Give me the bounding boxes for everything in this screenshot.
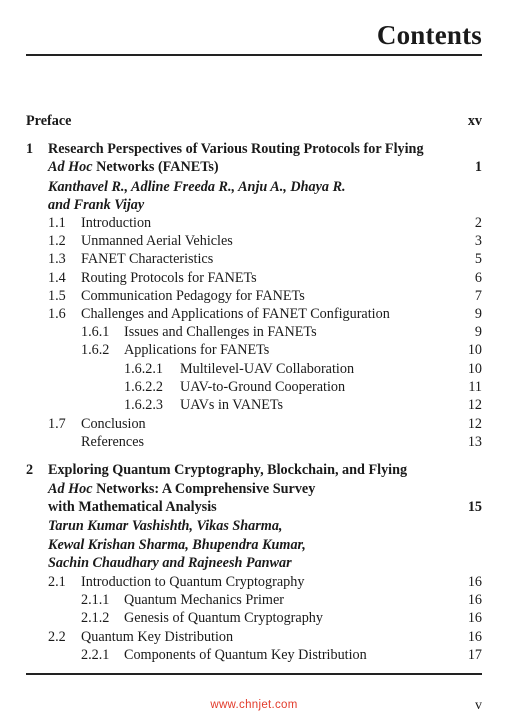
chapter-authors: Kanthavel R., Adline Freeda R., Anju A., Dhaya R. (48, 179, 346, 195)
chapter-title-cont (48, 480, 315, 498)
toc-page: 2 (474, 215, 482, 231)
toc-page: 16 (467, 610, 482, 626)
toc-page: 17 (467, 647, 482, 663)
toc-page: 12 (467, 397, 482, 413)
toc-page: 9 (474, 324, 482, 340)
toc-title: Issues and Challenges in FANETs (124, 324, 317, 340)
toc-number: 2.1.1 (81, 592, 110, 608)
toc-title: Components of Quantum Key Distribution (124, 647, 367, 663)
toc-page: 11 (468, 379, 482, 395)
chapter-authors: Sachin Chaudhary and Rajneesh Panwar (48, 555, 292, 571)
toc-number: 1.4 (48, 270, 66, 286)
toc-title: Unmanned Aerial Vehicles (81, 233, 233, 249)
toc-title: Introduction to Quantum Cryptography (81, 574, 305, 590)
toc-title: Multilevel-UAV Collaboration (180, 361, 355, 377)
toc-title: Quantum Mechanics Primer (124, 592, 284, 608)
toc-number: 1.7 (48, 416, 66, 432)
toc-title: Conclusion (81, 416, 146, 432)
toc-title: UAVs in VANETs (180, 397, 284, 413)
toc-number: 1.1 (48, 215, 66, 231)
toc-entry[interactable] (0, 396, 508, 414)
toc-preface[interactable] (0, 112, 508, 130)
toc-page: 7 (474, 288, 482, 304)
chapter-authors: Tarun Kumar Vashishth, Vikas Sharma, (48, 518, 283, 534)
toc-number: 2.2 (48, 629, 66, 645)
page-title: Contents (376, 20, 482, 50)
chapter-2-title-line-1[interactable] (0, 461, 508, 479)
toc-page: 3 (474, 233, 482, 249)
toc-title: Applications for FANETs (124, 342, 270, 358)
toc-entry[interactable] (0, 573, 508, 591)
chapter-authors: and Frank Vijay (48, 197, 145, 213)
toc-entry[interactable] (0, 287, 508, 305)
chapter-title-rest: Networks (FANETs) (92, 159, 219, 175)
toc-title: Preface (26, 113, 72, 129)
toc-entry[interactable] (0, 591, 508, 609)
toc-title: Communication Pedagogy for FANETs (81, 288, 305, 304)
toc-entry[interactable] (0, 433, 508, 451)
toc-number: 1.6.1 (81, 324, 110, 340)
toc-number: 1.6.2.3 (124, 397, 164, 413)
toc-entry[interactable] (0, 214, 508, 232)
toc-page: 10 (467, 361, 482, 377)
watermark-text: www.chnjet.com (210, 699, 298, 711)
chapter-title-cont (48, 158, 219, 176)
toc-page: 10 (467, 342, 482, 358)
title-rule (26, 54, 482, 56)
toc-entry[interactable] (0, 646, 508, 664)
toc-number: 2.1.2 (81, 610, 110, 626)
toc-page: 9 (474, 306, 482, 322)
chapter-2-authors-1 (0, 517, 508, 535)
toc-entry[interactable] (0, 323, 508, 341)
toc-title: Genesis of Quantum Cryptography (124, 610, 323, 626)
chapter-number: 1 (26, 141, 34, 157)
toc-number: 1.2 (48, 233, 66, 249)
chapter-2-authors-3 (0, 554, 508, 572)
page-number: v (475, 698, 482, 713)
toc-entry[interactable] (0, 341, 508, 359)
toc-entry[interactable] (0, 269, 508, 287)
chapter-number: 2 (26, 462, 34, 478)
chapter-1-authors-2 (0, 196, 508, 214)
chapter-title: Exploring Quantum Cryptography, Blockchain, and Flying (48, 462, 408, 478)
toc-entry[interactable] (0, 628, 508, 646)
chapter-title-rest: Networks: A Comprehensive Survey (92, 481, 316, 497)
chapter-authors: Kewal Krishan Sharma, Bhupendra Kumar, (48, 537, 306, 553)
toc-title: References (81, 434, 145, 450)
chapter-1-authors-1 (0, 178, 508, 196)
chapter-page: 15 (467, 499, 482, 515)
toc-entry[interactable] (0, 378, 508, 396)
toc-entry[interactable] (0, 305, 508, 323)
toc-number: 2.1 (48, 574, 66, 590)
chapter-title-italic: Ad Hoc (48, 159, 93, 175)
toc-page: 16 (467, 629, 482, 645)
toc-title: Routing Protocols for FANETs (81, 270, 257, 286)
toc-title: Introduction (81, 215, 152, 231)
toc-entry[interactable] (0, 609, 508, 627)
toc-number: 1.3 (48, 251, 66, 267)
toc-page: 6 (474, 270, 482, 286)
toc-entry[interactable] (0, 250, 508, 268)
toc-number: 1.6.2 (81, 342, 110, 358)
toc-title: FANET Characteristics (81, 251, 214, 267)
chapter-2-authors-2 (0, 536, 508, 554)
chapter-1-title-line-2[interactable] (0, 158, 508, 176)
toc-page: 5 (474, 251, 482, 267)
toc-number: 1.6 (48, 306, 66, 322)
chapter-page: 1 (474, 159, 482, 175)
toc-title: Challenges and Applications of FANET Configuration (81, 306, 390, 322)
toc-number: 2.2.1 (81, 647, 110, 663)
chapter-1-title-line-1[interactable] (0, 140, 508, 158)
toc-page: 16 (467, 574, 482, 590)
footer-rule (26, 673, 482, 675)
toc-entry[interactable] (0, 232, 508, 250)
toc-entry[interactable] (0, 360, 508, 378)
chapter-2-title-line-2[interactable] (0, 480, 508, 498)
chapter-2-title-line-3[interactable] (0, 498, 508, 516)
toc-page: 12 (467, 416, 482, 432)
chapter-title-italic: Ad Hoc (48, 481, 93, 497)
chapter-title-cont: with Mathematical Analysis (48, 499, 217, 515)
toc-title: Quantum Key Distribution (81, 629, 234, 645)
toc-number: 1.6.2.2 (124, 379, 164, 395)
toc-page: 13 (467, 434, 482, 450)
toc-title: UAV-to-Ground Cooperation (180, 379, 346, 395)
toc-page: xv (467, 113, 482, 129)
toc-number: 1.5 (48, 288, 66, 304)
toc-page: 16 (467, 592, 482, 608)
toc-number: 1.6.2.1 (124, 361, 164, 377)
toc-entry[interactable] (0, 415, 508, 433)
chapter-title: Research Perspectives of Various Routing Protocols for Flying (48, 141, 424, 157)
